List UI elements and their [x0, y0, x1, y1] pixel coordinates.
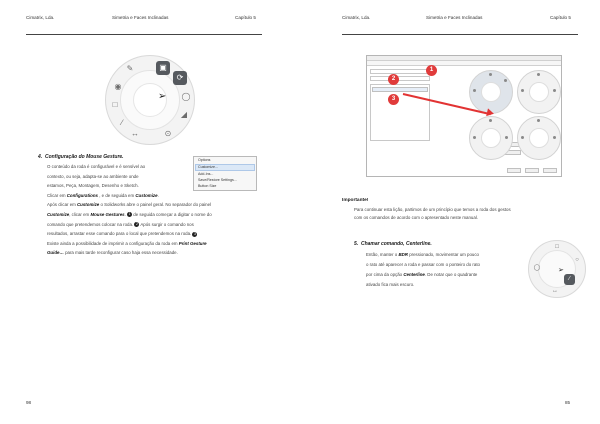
fillet-icon: ◢ — [180, 110, 188, 119]
text-line — [47, 210, 212, 219]
text-line — [47, 229, 197, 238]
emphasis-text: Configurations — [66, 192, 98, 198]
body-text: estamos, Peça, Montagem, Desenho e Sketch. — [47, 183, 139, 189]
menu-item-button-size[interactable]: Button Size — [198, 184, 217, 188]
emphasis-text: Centerline — [403, 272, 425, 277]
body-text: resultados, arrastar esse comando para o local que pretendemos na roda. — [47, 231, 193, 237]
page-number: 85 — [565, 400, 571, 405]
body-text: o Solidworks abre o painel geral. No separador do painel — [99, 202, 212, 208]
category-field — [370, 69, 430, 74]
important-title: Importante! — [342, 198, 369, 203]
header-company: Cimatrix, Lda. — [342, 15, 371, 20]
important-text-line: Para continuar esta lição, partimos de um princípio que temos a roda dos gestos — [354, 207, 511, 212]
measure-icon: ◉ — [114, 82, 122, 91]
line-icon: ∕ — [121, 118, 123, 127]
wheel-slot — [473, 136, 476, 139]
step-number-badge: 2 — [135, 221, 138, 226]
right-page — [300, 0, 600, 424]
dialog-tab-bar — [367, 61, 561, 66]
callout-2-badge: 2 — [388, 74, 399, 85]
emphasis-text: BDR — [398, 252, 408, 257]
header-rule — [342, 34, 578, 35]
result-row — [372, 87, 428, 92]
step-number-badge: 3 — [194, 231, 196, 236]
mouse-gesture-wheel-figure — [105, 55, 195, 145]
text-line — [47, 191, 159, 200]
body-text: , clicar em — [69, 212, 91, 217]
body-text: comando que pretendemos colocar na roda. — [47, 221, 135, 227]
mouse-pointer-icon: ➢ — [558, 267, 564, 274]
wheel-slot — [489, 73, 492, 76]
text-line — [47, 172, 139, 181]
wheel-slot — [537, 119, 540, 122]
circle-icon: ◯ — [181, 92, 191, 101]
callout-3-badge: 3 — [388, 94, 399, 105]
menu-item-options[interactable]: Options — [198, 158, 211, 162]
customize-dialog-figure — [366, 55, 576, 180]
page-number: 98 — [26, 400, 32, 405]
body-text: por cima da opção — [366, 272, 404, 277]
emphasis-text: Customize — [77, 202, 100, 208]
wheel-slot — [473, 89, 476, 92]
wheel-slot — [521, 136, 524, 139]
wheel-slot-icon: ○ — [575, 257, 579, 263]
customize-context-menu — [193, 156, 257, 191]
wheel-slot-icon: ◯ — [533, 265, 541, 271]
body-text: o rato até aparecer a roda e passar com o ponteiro do rato — [366, 262, 480, 267]
wheel-slot — [553, 89, 556, 92]
text-line — [366, 250, 479, 259]
body-text: . — [157, 192, 159, 198]
body-text: . De notar que o quadrante — [424, 272, 478, 277]
important-text-line: com os comandos de acordo com o apresentado neste manual. — [354, 215, 478, 220]
plane-icon: □ — [112, 100, 118, 109]
centerline-icon: ∕ — [564, 274, 575, 285]
wheel-slot — [504, 79, 507, 82]
wheel-slot-icon: □ — [555, 244, 559, 250]
text-line — [47, 181, 139, 190]
body-text: pressionado, movimentar um pouco — [407, 252, 480, 257]
command-results-list — [370, 84, 430, 141]
wheel-slot — [553, 136, 556, 139]
text-line — [47, 220, 194, 229]
body-text: ativado fica mais escuro. — [366, 282, 415, 287]
rotate-icon: ⟳ — [173, 71, 187, 85]
section-title: Chamar comando, Centerline. — [360, 241, 432, 247]
body-text: Então, manter o — [366, 252, 399, 257]
gesture-wheel-preview-center — [529, 128, 549, 148]
body-text: , e de seguida em — [98, 192, 136, 198]
gesture-wheel-preview-center — [529, 82, 549, 102]
zoom-icon: ⊙ — [164, 129, 172, 138]
body-text: Após surgir o comando nos — [139, 221, 194, 227]
help-button — [543, 168, 557, 173]
body-text: para mais tarde reconfigurar caso haja essa necessidade. — [63, 250, 178, 256]
wheel-slot-icon: ↔ — [552, 288, 558, 294]
step-number-badge: 1 — [128, 212, 131, 217]
sketch-icon: ✎ — [126, 64, 134, 73]
header-chapter: Capítulo 5 — [550, 15, 571, 20]
header-title: Simetria e Faces Inclinadas — [426, 15, 483, 20]
header-company: Cimatrix, Lda. — [26, 15, 55, 20]
ok-button — [507, 168, 521, 173]
text-line — [47, 162, 145, 171]
body-text: Existe ainda a possibilidade de imprimir a configuração da roda em — [47, 240, 179, 246]
text-line — [47, 248, 178, 257]
header-chapter: Capítulo 5 — [235, 15, 256, 20]
menu-item-save-restore[interactable]: Save/Restore Settings... — [198, 178, 237, 182]
text-line — [366, 260, 480, 269]
body-text: contexto, ou seja, adapta-se ao ambiente onde — [47, 173, 139, 179]
emphasis-text: Customize — [135, 192, 158, 198]
search-field — [370, 76, 430, 81]
customize-dialog-window — [366, 55, 562, 177]
wheel-slot — [521, 89, 524, 92]
gesture-wheel-preview-center — [481, 82, 501, 102]
centerline-wheel-figure — [528, 240, 586, 298]
emphasis-text: Print Gesture — [178, 240, 207, 246]
text-line — [47, 200, 211, 209]
section-number: 4. — [38, 154, 43, 160]
wheel-slot — [489, 119, 492, 122]
section-5-heading — [354, 241, 432, 247]
body-text: . — [124, 212, 128, 217]
body-text: de seguida começar a digitar o nome do — [132, 212, 212, 217]
wheel-slot — [537, 73, 540, 76]
cancel-button — [525, 168, 539, 173]
view-cube-icon: ▣ — [156, 61, 170, 75]
section-number: 5. — [354, 241, 359, 247]
body-text: Após clicar em — [47, 202, 78, 208]
section-title: Configuração do Mouse Gesture. — [44, 154, 124, 160]
text-line — [47, 239, 207, 248]
body-text: Clicar em — [47, 192, 67, 198]
menu-item-add-ins[interactable]: Add-Ins... — [198, 172, 214, 176]
section-4-heading — [38, 154, 124, 160]
header-title: Simetria e Faces Inclinadas — [112, 15, 169, 20]
callout-1-badge: 1 — [426, 65, 437, 76]
selection-arrow-icon: ➢ — [158, 91, 167, 102]
emphasis-text: Guide… — [47, 250, 64, 256]
wheel-slot — [505, 136, 508, 139]
emphasis-text: Customize — [47, 212, 70, 217]
emphasis-text: Mouse Gestures — [90, 212, 125, 217]
text-line — [366, 280, 414, 289]
gesture-wheel-preview-center — [481, 128, 501, 148]
menu-item-customize[interactable]: Customize... — [198, 165, 218, 169]
body-text: O conteúdo da roda é configurável e é sensível ao — [47, 164, 146, 169]
header-rule — [26, 34, 262, 35]
dimension-icon: ↔ — [131, 129, 139, 138]
text-line — [366, 270, 477, 279]
